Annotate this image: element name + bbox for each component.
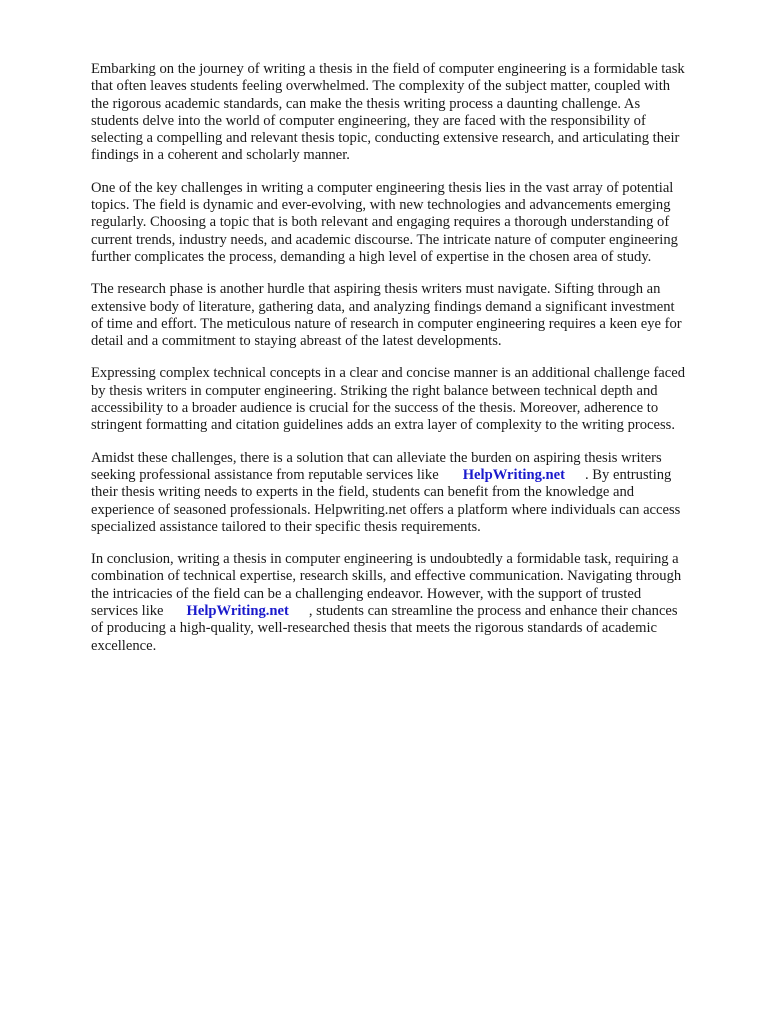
text-line: combination of technical expertise, research skills, and effective communication. Navigating through [91, 568, 682, 585]
text-line: regularly. Choosing a topic that is both relevant and engaging requires a thorough understanding of [91, 214, 670, 231]
text-line: Embarking on the journey of writing a thesis in the field of computer engineering is a formidable task [91, 61, 685, 77]
text-line: the rigorous academic standards, can make the thesis writing process a daunting challenge. As [91, 95, 641, 112]
text-line: accessibility to a broader audience is crucial for the success of the thesis. Moreover, adherence to [91, 400, 659, 417]
text-line: stringent formatting and citation guidelines adds an extra layer of complexity to the writing process. [91, 417, 675, 434]
document-body [91, 61, 731, 670]
helpwriting-link[interactable]: HelpWriting.net [462, 466, 565, 483]
text-segment: , students can streamline the process and enhance their chances [308, 603, 678, 620]
text-line: Expressing complex technical concepts in a clear and concise manner is an additional challenge faced [91, 365, 686, 382]
text-line [91, 603, 731, 620]
paragraph [91, 365, 731, 434]
text-line: students delve into the world of computer engineering, they are faced with the responsibility of [91, 112, 646, 129]
text-line: of time and effort. The meticulous nature of research in computer engineering requires a keen eye for [91, 315, 682, 332]
text-line: their thesis writing needs to experts in the field, students can benefit from the knowledge and [91, 484, 635, 501]
text-line: further complicates the process, demanding a high level of expertise in the chosen area of study. [91, 248, 652, 265]
text-line: selecting a compelling and relevant thesis topic, conducting extensive research, and articulating their [91, 130, 680, 147]
paragraph [91, 450, 731, 536]
text-line: detail and a commitment to staying abreast of the latest developments. [91, 333, 502, 350]
text-line: the intricacies of the field can be a challenging endeavor. However, with the support of trusted [91, 585, 642, 602]
paragraph [91, 281, 731, 350]
text-line: extensive body of literature, gathering data, and analyzing findings demand a significant investment [91, 298, 675, 315]
text-line: by thesis writers in computer engineering. Striking the right balance between technical depth and [91, 382, 658, 399]
text-line: excellence. [91, 637, 157, 654]
text-line: that often leaves students feeling overwhelmed. The complexity of the subject matter, coupled with [91, 78, 671, 95]
paragraph [91, 180, 731, 266]
text-segment: . By entrusting [585, 466, 672, 483]
text-line: In conclusion, writing a thesis in computer engineering is undoubtedly a formidable task, requiring a [91, 551, 679, 568]
paragraph [91, 61, 731, 165]
text-line: specialized assistance tailored to their specific thesis requirements. [91, 518, 481, 535]
text-line: The research phase is another hurdle that aspiring thesis writers must navigate. Sifting through an [91, 281, 661, 298]
text-line: findings in a coherent and scholarly manner. [91, 147, 350, 164]
text-line [91, 467, 731, 484]
text-segment: seeking professional assistance from reputable services like [91, 466, 439, 483]
helpwriting-link[interactable]: HelpWriting.net [186, 603, 289, 620]
text-line: topics. The field is dynamic and ever-evolving, with new technologies and advancements emerging [91, 197, 671, 214]
text-line: experience of seasoned professionals. Helpwriting.net offers a platform where individuals can access [91, 501, 681, 518]
text-line: current trends, industry needs, and academic discourse. The intricate nature of computer engineering [91, 231, 678, 248]
text-segment: services like [91, 603, 164, 620]
paragraph [91, 551, 731, 655]
text-line: One of the key challenges in writing a computer engineering thesis lies in the vast array of potential [91, 179, 674, 196]
text-line: of producing a high-quality, well-researched thesis that meets the rigorous standards of academic [91, 620, 657, 637]
text-line: Amidst these challenges, there is a solution that can alleviate the burden on aspiring thesis writers [91, 449, 662, 466]
